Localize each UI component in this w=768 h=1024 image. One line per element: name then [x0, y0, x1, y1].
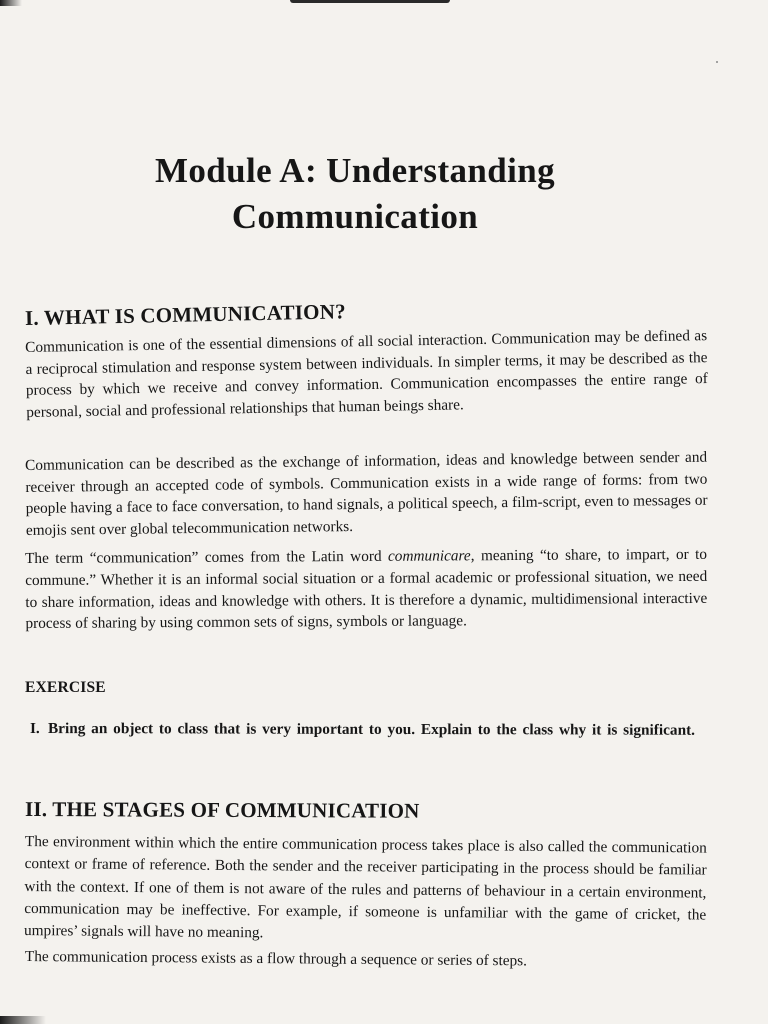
- paragraph: The communication process exists as a flow through a sequence or series of steps.: [24, 947, 528, 970]
- paragraph-text: , meaning “to share, to impart, or to commune.” Whether it is an informal social situation or a formal academic or professional situation, we need to share information, ideas and knowledge with others. It is therefore a dynamic, multidimensional interactive process of sharing by using common sets of signs, symbols or language.: [25, 545, 708, 633]
- paragraph: Communication is one of the essential dimensions of all social interaction. Communication may be defined as a reciprocal stimulation and response system between individuals. In simpler terms, it may be described as the process by which we receive and convey information. Communication encompasses the entire range of personal, social and professional relationships that human beings share.: [25, 327, 708, 421]
- module-title-line1: Module A: Understanding: [154, 151, 556, 190]
- module-title: [90, 148, 620, 240]
- paragraph: The environment within which the entire communication process takes place is also called the communication context or frame of reference. Both the sender and the receiver participating in the process should be familiar with the context. If one of them is not aware of the rules and patterns of behaviour in a certain environment, communication may be ineffective. For example, if someone is unfamiliar with the game of cricket, the umpires’ signals will have no meaning.: [23, 832, 707, 942]
- section-number: II.: [24, 797, 48, 822]
- section-title: WHAT IS COMMUNICATION?: [43, 299, 346, 330]
- page-edge-shadow: [0, 1016, 46, 1024]
- page-edge-shadow: [290, 0, 450, 3]
- page-edge-shadow: [0, 0, 22, 6]
- section-number: I.: [24, 305, 40, 330]
- exercise-label: EXERCISE: [25, 679, 106, 696]
- paragraph: [25, 544, 708, 635]
- section-title: THE STAGES OF COMMUNICATION: [52, 797, 420, 823]
- page-speck: [716, 61, 718, 63]
- paragraph: Communication can be described as the exchange of information, ideas and knowledge between sender and receiver through an accepted code of symbols. Communication exists in a wide range of forms: from two people having a face to face conversation, to hand signals, a political speech, a film-script, even to messages or emojis sent over global telecommunication networks.: [25, 448, 708, 539]
- module-title-line2: Communication: [231, 197, 479, 236]
- section-heading-stages-of-communication: [25, 797, 420, 824]
- exercise-item: [30, 719, 710, 741]
- paragraph-text: The term “communication” comes from the Latin word: [25, 547, 389, 567]
- exercise-item-marker: I.: [29, 720, 40, 738]
- section-heading-what-is-communication: [25, 299, 346, 331]
- exercise-item-text: Bring an object to class that is very important to you. Explain to the class why it is significant.: [47, 720, 696, 739]
- latin-term: communicare: [387, 547, 471, 565]
